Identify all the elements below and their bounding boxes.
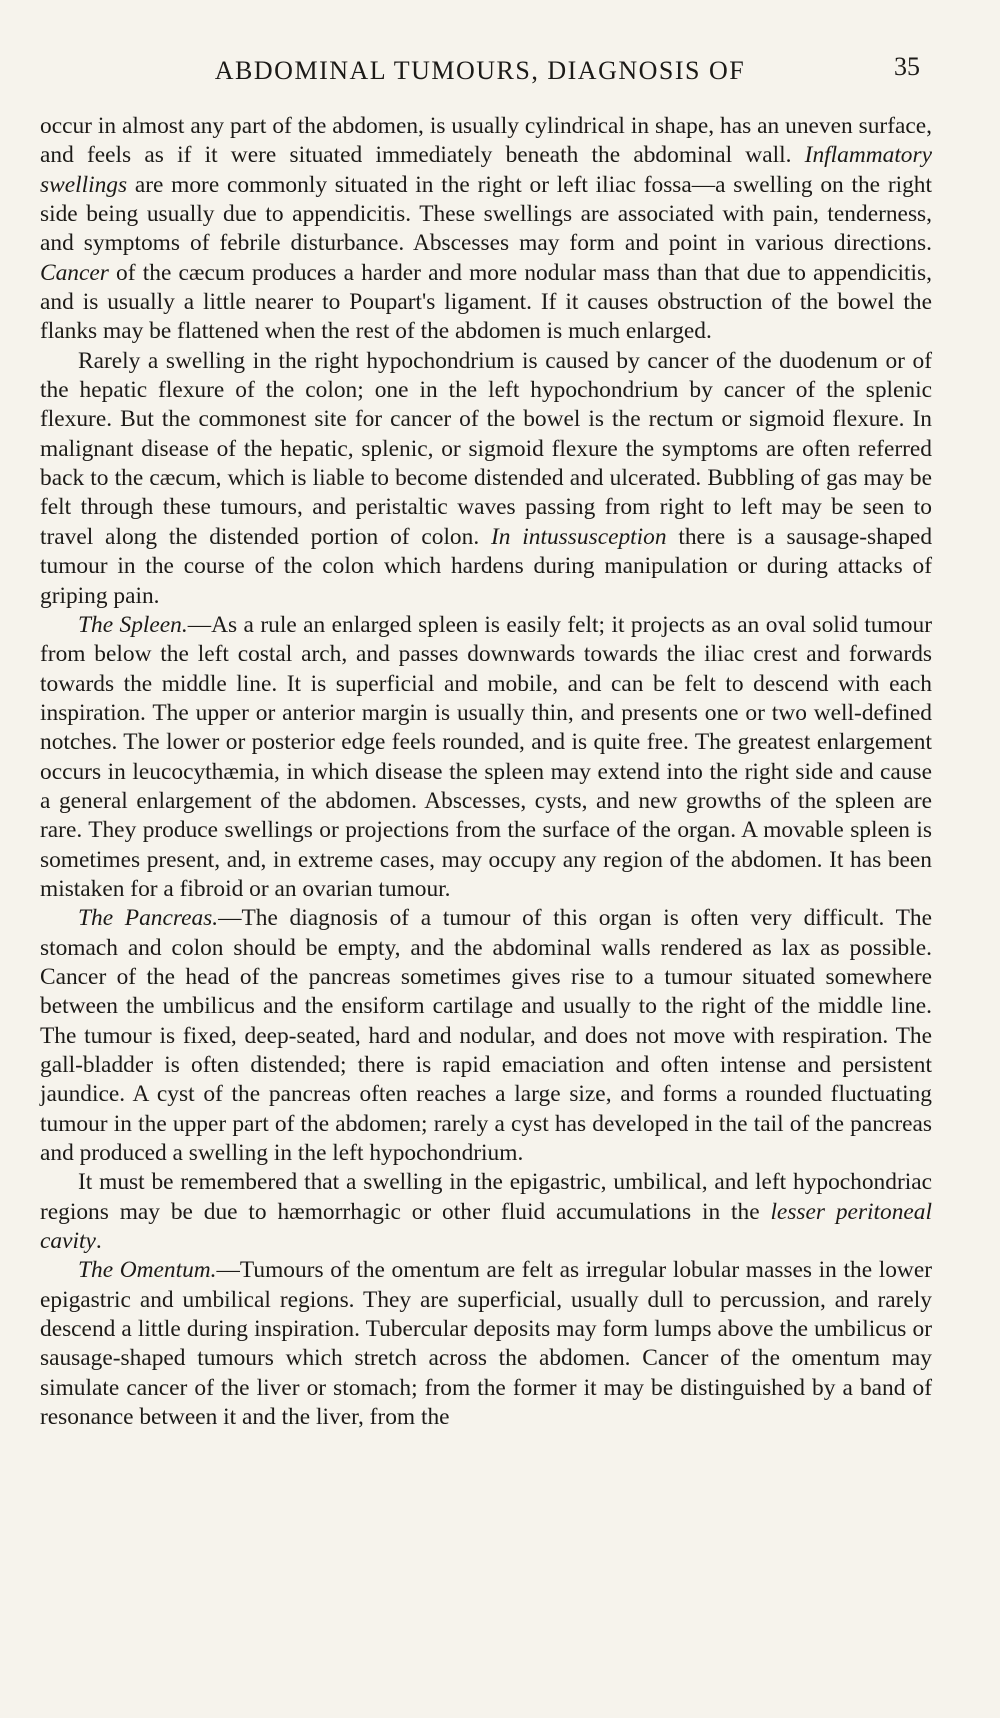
italic-phrase: Cancer — [40, 259, 109, 286]
text-run: —Tumours of the omentum are felt as irregular lobular masses in the lower epigastric and umbilical regions. They are superficial, usually dull to percussion, and rarely descend a little during inspiration. Tubercular deposits may form lumps above the umbilicus or sausage-shaped tumours which stretch across the abdomen. Cancer of the omentum may simulate cancer of the liver or stomach; from the former it may be distinguished by a band of resonance between it and the liver, from the — [40, 1257, 932, 1431]
italic-phrase: In intussusception — [491, 523, 667, 550]
text-run: It must be remembered that a swelling in the epigastric, umbilical, and left hypochondriac regions may be due to hæmorrhagic or other fluid accumulations in the — [40, 1169, 932, 1225]
page-number: 35 — [894, 52, 920, 81]
text-run: there is a sausage-shaped tumour in the course of the colon which hardens during manipulation or during attacks of griping pain. — [40, 523, 933, 609]
paragraph-omentum — [40, 1256, 932, 1432]
paragraph-lesser-peritoneal-cavity — [40, 1168, 932, 1256]
text-run: —As a rule an enlarged spleen is easily felt; it projects as an oval solid tumour from below the left costal arch, and passes downwards towards the iliac crest and forwards towards the middle line. It is superficial and mobile, and can be felt to descend with each inspiration. The upper or anterior margin is usually thin, and presents one or two well-defined notches. The lower or posterior edge feels rounded, and is quite free. The greatest enlargement occurs in leucocythæmia, in which disease the spleen may extend into the right side and cause a general enlargement of the abdomen. Abscesses, cysts, and new growths of the spleen are rare. They produce swellings or projections from the surface of the organ. A movable spleen is sometimes present, and, in extreme cases, may occupy any region of the abdomen. It has been mistaken for a fibroid or an ovarian tumour. — [40, 611, 932, 902]
paragraph-spleen — [40, 611, 932, 904]
text-run: are more commonly situated in the right or left iliac fossa—a swelling on the right side being usually due to appendicitis. These swellings are associated with pain, tenderness, and symptoms of febrile disturbance. Abscesses may form and point in various directions. — [40, 171, 932, 257]
page-header — [40, 52, 920, 92]
italic-phrase: lesser peritoneal cavity — [40, 1198, 933, 1255]
italic-phrase: The Spleen. — [78, 611, 188, 638]
italic-phrase: The Pancreas. — [78, 905, 219, 932]
text-run: . — [95, 1228, 102, 1255]
paragraph-flexure-cancer — [40, 347, 932, 611]
paragraph-abdominal-wall — [40, 112, 932, 347]
paragraph-pancreas — [40, 904, 932, 1168]
text-run: Rarely a swelling in the right hypochondrium is caused by cancer of the duodenum or of the hepatic flexure of the colon; one in the left hypochondrium by cancer of the splenic flexure. But the commonest site for cancer of the bowel is the rectum or sigmoid flexure. In malignant disease of the hepatic, splenic, or sigmoid flexure the symptoms are often referred back to the cæcum, which is liable to become distended and ulcerated. Bubbling of gas may be felt through these tumours, and peristaltic waves passing from right to left may be seen to travel along the distended portion of colon. — [40, 347, 932, 550]
running-title: ABDOMINAL TUMOURS, DIAGNOSIS OF — [214, 56, 746, 85]
body-text — [40, 112, 932, 1432]
italic-phrase: Inflammatory swellings — [40, 142, 932, 198]
italic-phrase: The Omentum. — [78, 1257, 217, 1284]
text-run: occur in almost any part of the abdomen, is usually cylindrical in shape, has an uneven surface, and feels as if it were situated immediately beneath the abdominal wall. — [40, 113, 932, 169]
text-run: of the cæcum produces a harder and more nodular mass than that due to appendicitis, and is usually a little nearer to Poupart's ligament. If it causes obstruction of the bowel the flanks may be flattened when the rest of the abdomen is much enlarged. — [40, 259, 932, 345]
text-run: —The diagnosis of a tumour of this organ is often very difficult. The stomach and colon should be empty, and the abdominal walls rendered as lax as possible. Cancer of the head of the pancreas sometimes gives rise to a tumour situated somewhere between the umbilicus and the ensiform cartilage and usually to the right of the middle line. The tumour is fixed, deep-seated, hard and nodular, and does not move with respiration. The gall-bladder is often distended; there is rapid emaciation and often intense and persistent jaundice. A cyst of the pancreas often reaches a large size, and forms a rounded fluctuating tumour in the upper part of the abdomen; rarely a cyst has developed in the tail of the pancreas and produced a swelling in the left hypochondrium. — [40, 905, 932, 1167]
